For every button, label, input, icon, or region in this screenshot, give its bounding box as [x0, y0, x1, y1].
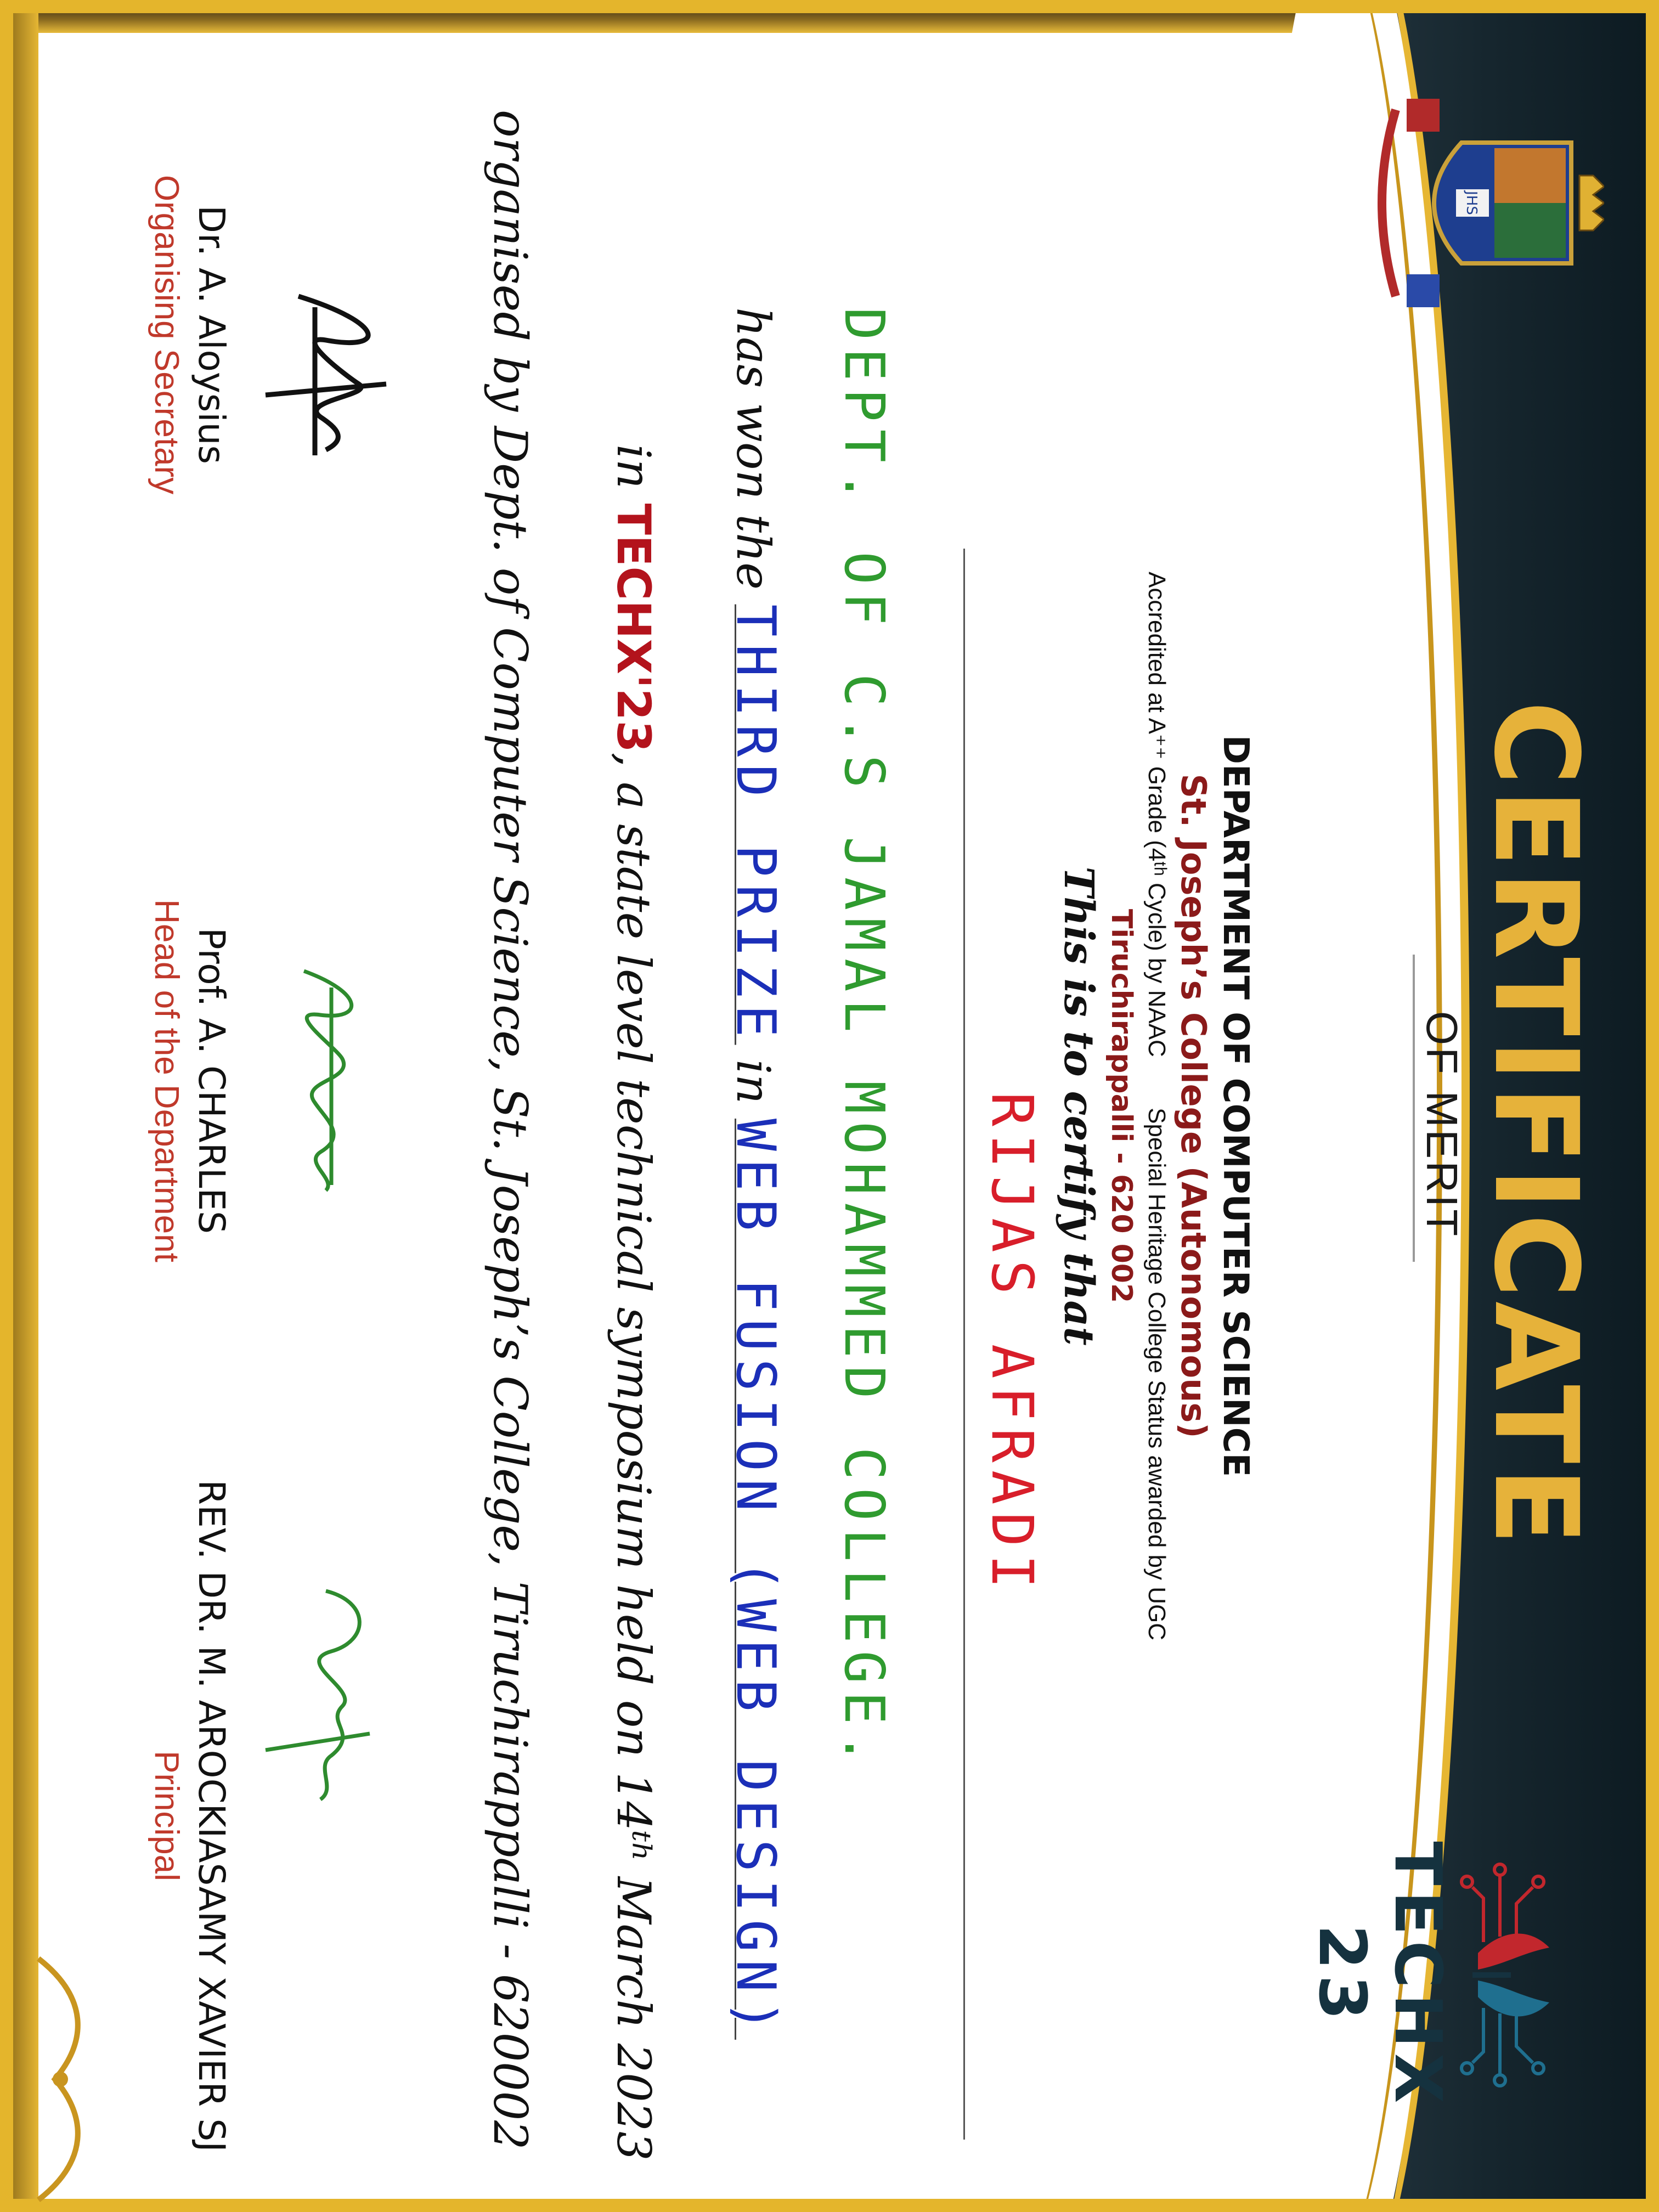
accreditation-naac: Accredited at A⁺⁺ Grade (4ᵗʰ Cycle) by NAAC — [1143, 571, 1170, 1057]
svg-text:JHS: JHS — [1463, 191, 1480, 215]
symposium-text: , a state level technical symposium held on 14ᵗʰ March 2023 — [607, 752, 661, 2161]
prize-line — [724, 307, 787, 2040]
certificate-title: CERTIFICATE — [1469, 701, 1603, 1549]
won-prefix: has won the — [726, 307, 780, 590]
signatory-1-name: Dr. A. Aloysius — [190, 205, 233, 464]
signatory-2-title: Head of the Department — [148, 899, 185, 1262]
college-city: Tiruchirappalli - 620 002 — [1105, 909, 1138, 1304]
accreditation-line — [1143, 0, 1171, 2212]
techx-logo-text: TECHX 23 — [1305, 1841, 1456, 2109]
college-name: St. Joseph’s College (Autonomous) — [1173, 774, 1214, 1438]
accreditation-ugc: Special Heritage College Status awarded by UGC — [1143, 1108, 1170, 1641]
recipient-name: RIJAS AFRADI — [979, 1092, 1046, 1596]
signatory-1 — [147, 88, 233, 582]
in-prefix: in — [607, 444, 661, 489]
signatory-2 — [147, 834, 233, 1328]
signatory-3 — [147, 1448, 233, 2183]
bottom-gold-border — [0, 0, 38, 2212]
signature-icon — [255, 274, 408, 505]
signatory-3-title: Principal — [148, 1751, 185, 1881]
signatory-1-title: Organising Secretary — [148, 174, 185, 495]
signatory-3-name: REV. DR. M. AROCKIASAMY XAVIER SJ — [190, 1480, 233, 2152]
signature-icon — [266, 955, 386, 1207]
event-brand: TECHX'23 — [607, 503, 661, 753]
subtitle-divider — [1413, 955, 1415, 1262]
signatory-2-name: Prof. A. CHARLES — [190, 927, 233, 1234]
signature-icon — [260, 1569, 392, 1821]
in-word: in — [726, 1059, 780, 1104]
event-name: WEB FUSION (WEB DESIGN) — [724, 1118, 787, 2040]
certificate-subtitle: OF MERIT — [1418, 1011, 1466, 1239]
symposium-line — [607, 444, 661, 2161]
prize-value: THIRD PRIZE — [724, 604, 787, 1045]
ornament-icon — [33, 1953, 99, 2205]
college-emblem-icon — [1368, 77, 1604, 329]
recipient-college: DEPT. OF C.S JAMAL MOHAMMED COLLEGE. — [832, 307, 896, 1773]
name-fill-line — [963, 549, 965, 2140]
organised-line: organised by Dept. of Computer Science, St. Joseph’s College, Tiruchirappalli - 620002 — [483, 110, 537, 2150]
certify-line: This is to certify that — [1055, 866, 1102, 1346]
department-name: DEPARTMENT OF COMPUTER SCIENCE — [1215, 735, 1256, 1477]
